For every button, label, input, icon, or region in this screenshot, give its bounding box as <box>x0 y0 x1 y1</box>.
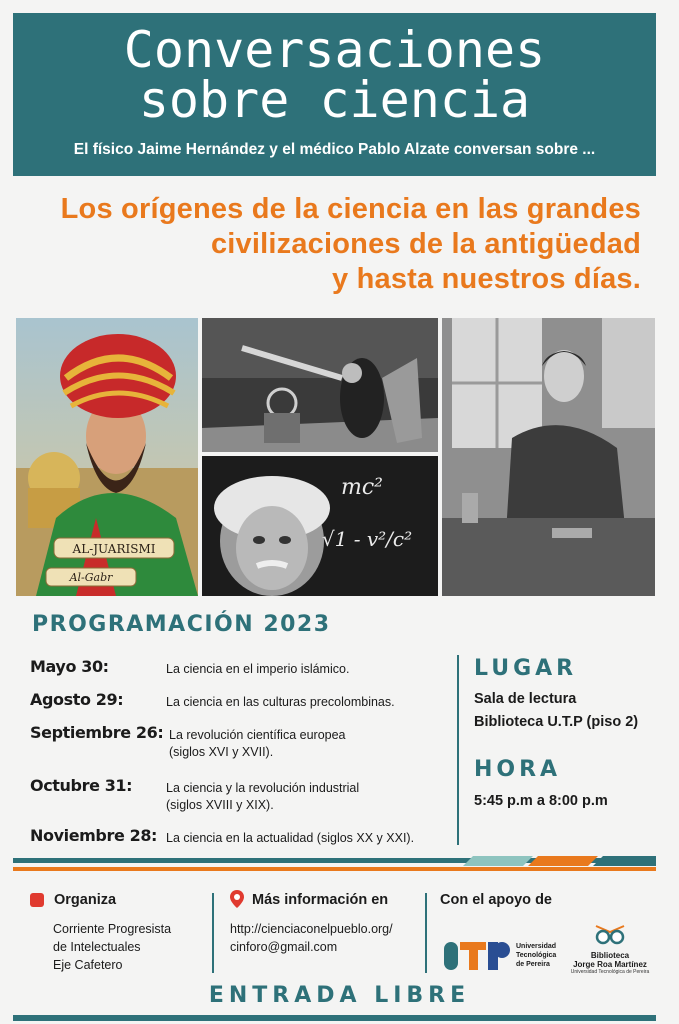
session-topic-5: La ciencia en la actualidad (siglos XX y XXI). <box>166 831 415 845</box>
headline-line-2: civilizaciones de la antigüedad <box>210 228 641 260</box>
aljuarismi-painting <box>16 318 198 596</box>
utp-name-2: Tecnológica <box>516 952 557 959</box>
organiza-icon <box>30 893 44 907</box>
utp-logo <box>442 938 557 979</box>
footer-divider-2 <box>425 893 427 973</box>
location-pin-icon <box>230 890 244 908</box>
algebra-caption: Al-Gabr <box>69 571 113 584</box>
session-date-5: Noviembre 28: <box>30 826 158 845</box>
utp-name-3: de Pereira <box>516 961 550 968</box>
poster-title <box>13 21 656 129</box>
lugar-line-2: Biblioteca U.T.P (piso 2) <box>474 714 639 730</box>
info-email[interactable]: cinforo@gmail.com <box>230 940 338 954</box>
formula-mc2: mc² <box>340 475 384 500</box>
einstein-photo <box>202 456 438 596</box>
utp-logo-text: UTP <box>478 972 480 973</box>
title-line-1: Conversaciones <box>123 21 546 79</box>
entrada-libre: ENTRADA LIBRE <box>208 983 471 1008</box>
programacion-title: PROGRAMACIÓN 2023 <box>32 612 331 637</box>
biblioteca-name-2: Jorge Roa Martínez <box>573 960 647 969</box>
title-line-2: sobre ciencia <box>138 71 531 129</box>
organiza-line-1: Corriente Progresista <box>53 922 172 936</box>
info-divider <box>457 655 459 845</box>
headline <box>21 192 641 297</box>
session-date-1: Mayo 30: <box>30 657 109 676</box>
biblioteca-logo <box>565 922 655 975</box>
biblioteca-sub: Universidad Tecnológica de Pereira <box>570 969 650 975</box>
galileo-photo <box>202 318 438 452</box>
header-banner <box>13 13 656 176</box>
hora-value: 5:45 p.m a 8:00 p.m <box>474 793 608 809</box>
organiza-line-2: de Intelectuales <box>53 940 141 954</box>
hora-heading: HORA <box>474 757 562 782</box>
utp-name-1: Universidad <box>516 943 557 950</box>
session-date-3: Septiembre 26: <box>30 723 164 742</box>
session-date-4: Octubre 31: <box>30 776 133 795</box>
session-topic-2: La ciencia en las culturas precolombinas. <box>166 695 395 709</box>
glasses-icon <box>592 922 628 946</box>
session-topic-3b: (siglos XVI y XVII). <box>169 745 274 759</box>
curie-photo <box>442 318 655 596</box>
organiza-heading: Organiza <box>54 892 117 908</box>
decorative-stripes <box>13 856 656 876</box>
aljuarismi-caption: AL-JUARISMI <box>72 542 156 556</box>
biblioteca-name-1: Biblioteca <box>590 951 630 960</box>
formula-sqrt: √1 - v²/c² <box>321 527 413 551</box>
bottom-bar <box>13 1015 656 1021</box>
session-topic-4: La ciencia y la revolución industrial <box>166 781 360 795</box>
headline-line-3: y hasta nuestros días. <box>331 263 641 295</box>
photo-collage <box>16 318 655 596</box>
headline-line-1: Los orígenes de la ciencia en las grandes <box>60 193 641 225</box>
session-topic-4b: (siglos XVIII y XIX). <box>166 798 274 812</box>
session-date-2: Agosto 29: <box>30 690 124 709</box>
poster-subtitle: El físico Jaime Hernández y el médico Pablo Alzate conversan sobre ... <box>73 141 596 158</box>
info-heading: Más información en <box>252 892 389 908</box>
lugar-heading: LUGAR <box>474 656 578 681</box>
info-url[interactable]: http://cienciaconelpueblo.org/ <box>230 922 393 936</box>
apoyo-heading: Con el apoyo de <box>440 892 552 908</box>
session-topic-1: La ciencia en el imperio islámico. <box>166 662 350 676</box>
footer-divider-1 <box>212 893 214 973</box>
lugar-line-1: Sala de lectura <box>474 691 577 707</box>
session-topic-3: La revolución científica europea <box>169 728 346 742</box>
utp-logo-mark <box>442 938 514 974</box>
organiza-line-3: Eje Cafetero <box>53 958 123 972</box>
